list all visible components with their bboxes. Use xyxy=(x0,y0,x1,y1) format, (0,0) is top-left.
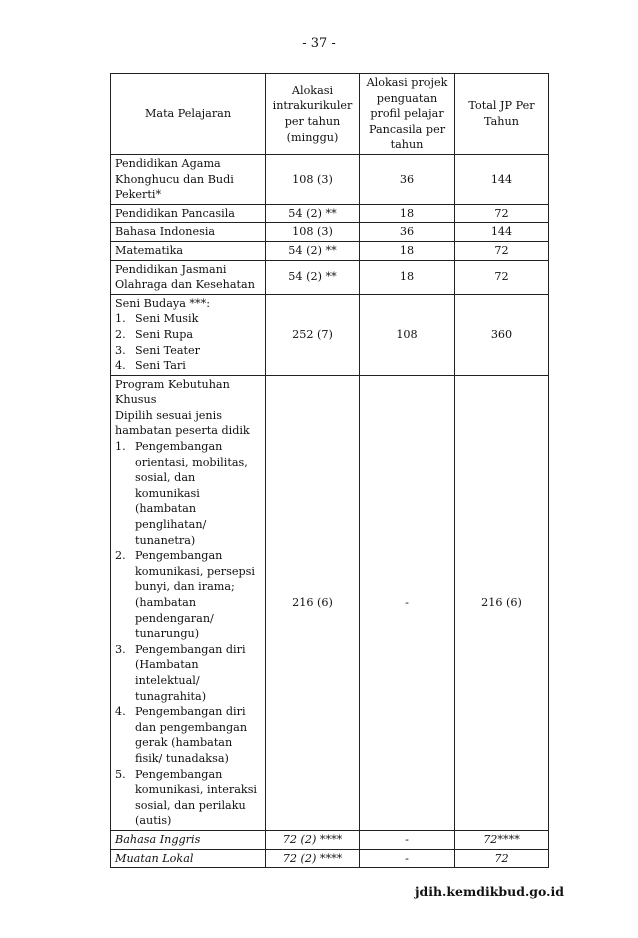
list-item: 2. Seni Rupa xyxy=(115,327,194,341)
projek-cell: 36 xyxy=(360,223,455,242)
intra-cell: 54 (2) ** xyxy=(266,260,360,294)
table-row xyxy=(111,241,549,260)
projek-cell: - xyxy=(360,830,455,849)
projek-cell: 108 xyxy=(360,294,455,375)
table-row xyxy=(111,375,549,830)
intra-cell: 252 (7) xyxy=(266,294,360,375)
list-item: 3. Pengembangan diri (Hambatan intelektual/ tunagrahita) xyxy=(115,642,246,703)
projek-cell: 36 xyxy=(360,154,455,204)
list-item: 5. Pengembangan komunikasi, interaksi sosial, dan perilaku (autis) xyxy=(115,767,258,828)
table-row xyxy=(111,849,549,868)
subject-cell: Pendidikan Pancasila xyxy=(111,204,266,223)
subject-title: Program Kebutuhan Khusus xyxy=(115,377,230,407)
list-item: 2. Pengembangan komunikasi, persepsi bunyi, dan irama; (hambatan pendengaran/ tunarungu) xyxy=(115,549,255,641)
total-cell: 72 xyxy=(455,849,549,868)
subject-cell: Bahasa Inggris xyxy=(111,830,266,849)
total-cell: 72 xyxy=(455,241,549,260)
header-intrakurikuler: Alokasi intrakurikuler per tahun (minggu) xyxy=(266,74,360,155)
projek-cell: - xyxy=(360,849,455,868)
total-cell: 144 xyxy=(455,154,549,204)
header-projek: Alokasi projek penguatan profil pelajar Pancasila per tahun xyxy=(360,74,455,155)
intra-cell: 72 (2) **** xyxy=(266,830,360,849)
table-row xyxy=(111,260,549,294)
intra-cell: 216 (6) xyxy=(266,375,360,830)
table-row xyxy=(111,204,549,223)
curriculum-table xyxy=(110,73,549,868)
intra-cell: 108 (3) xyxy=(266,154,360,204)
subject-cell xyxy=(111,375,266,830)
header-subject: Mata Pelajaran xyxy=(111,74,266,155)
header-total: Total JP Per Tahun xyxy=(455,74,549,155)
table-row xyxy=(111,294,549,375)
table-row xyxy=(111,154,549,204)
projek-cell: - xyxy=(360,375,455,830)
total-cell: 72 xyxy=(455,204,549,223)
table-row xyxy=(111,830,549,849)
intra-cell: 54 (2) ** xyxy=(266,204,360,223)
subject-cell: Matematika xyxy=(111,241,266,260)
subject-title: Seni Budaya ***: xyxy=(115,296,210,310)
footer-source-link: jdih.kemdikbud.go.id xyxy=(414,884,564,899)
projek-cell: 18 xyxy=(360,241,455,260)
subject-cell: Bahasa Indonesia xyxy=(111,223,266,242)
page-number: - 37 - xyxy=(302,36,336,51)
list-item: 4. Seni Tari xyxy=(115,359,186,373)
subject-subtitle: Dipilih sesuai jenis hambatan peserta didik xyxy=(115,408,250,438)
projek-cell: 18 xyxy=(360,260,455,294)
total-cell: 144 xyxy=(455,223,549,242)
total-cell: 72**** xyxy=(455,830,549,849)
table-header-row xyxy=(111,74,549,155)
subject-cell: Muatan Lokal xyxy=(111,849,266,868)
projek-cell: 18 xyxy=(360,204,455,223)
table-row xyxy=(111,223,549,242)
intra-cell: 54 (2) ** xyxy=(266,241,360,260)
subject-cell: Pendidikan Agama Khonghucu dan Budi Pekerti* xyxy=(111,154,266,204)
list-item: 1. Pengembangan orientasi, mobilitas, sosial, dan komunikasi (hambatan penglihatan/ tunanetra) xyxy=(115,440,248,547)
intra-cell: 72 (2) **** xyxy=(266,849,360,868)
subject-cell: Pendidikan Jasmani Olahraga dan Kesehatan xyxy=(111,260,266,294)
list-item: 4. Pengembangan diri dan pengembangan gerak (hambatan fisik/ tunadaksa) xyxy=(115,705,248,765)
list-item: 1. Seni Musik xyxy=(115,312,199,326)
total-cell: 216 (6) xyxy=(455,375,549,830)
subject-cell xyxy=(111,294,266,375)
list-item: 3. Seni Teater xyxy=(115,343,200,357)
intra-cell: 108 (3) xyxy=(266,223,360,242)
total-cell: 360 xyxy=(455,294,549,375)
total-cell: 72 xyxy=(455,260,549,294)
